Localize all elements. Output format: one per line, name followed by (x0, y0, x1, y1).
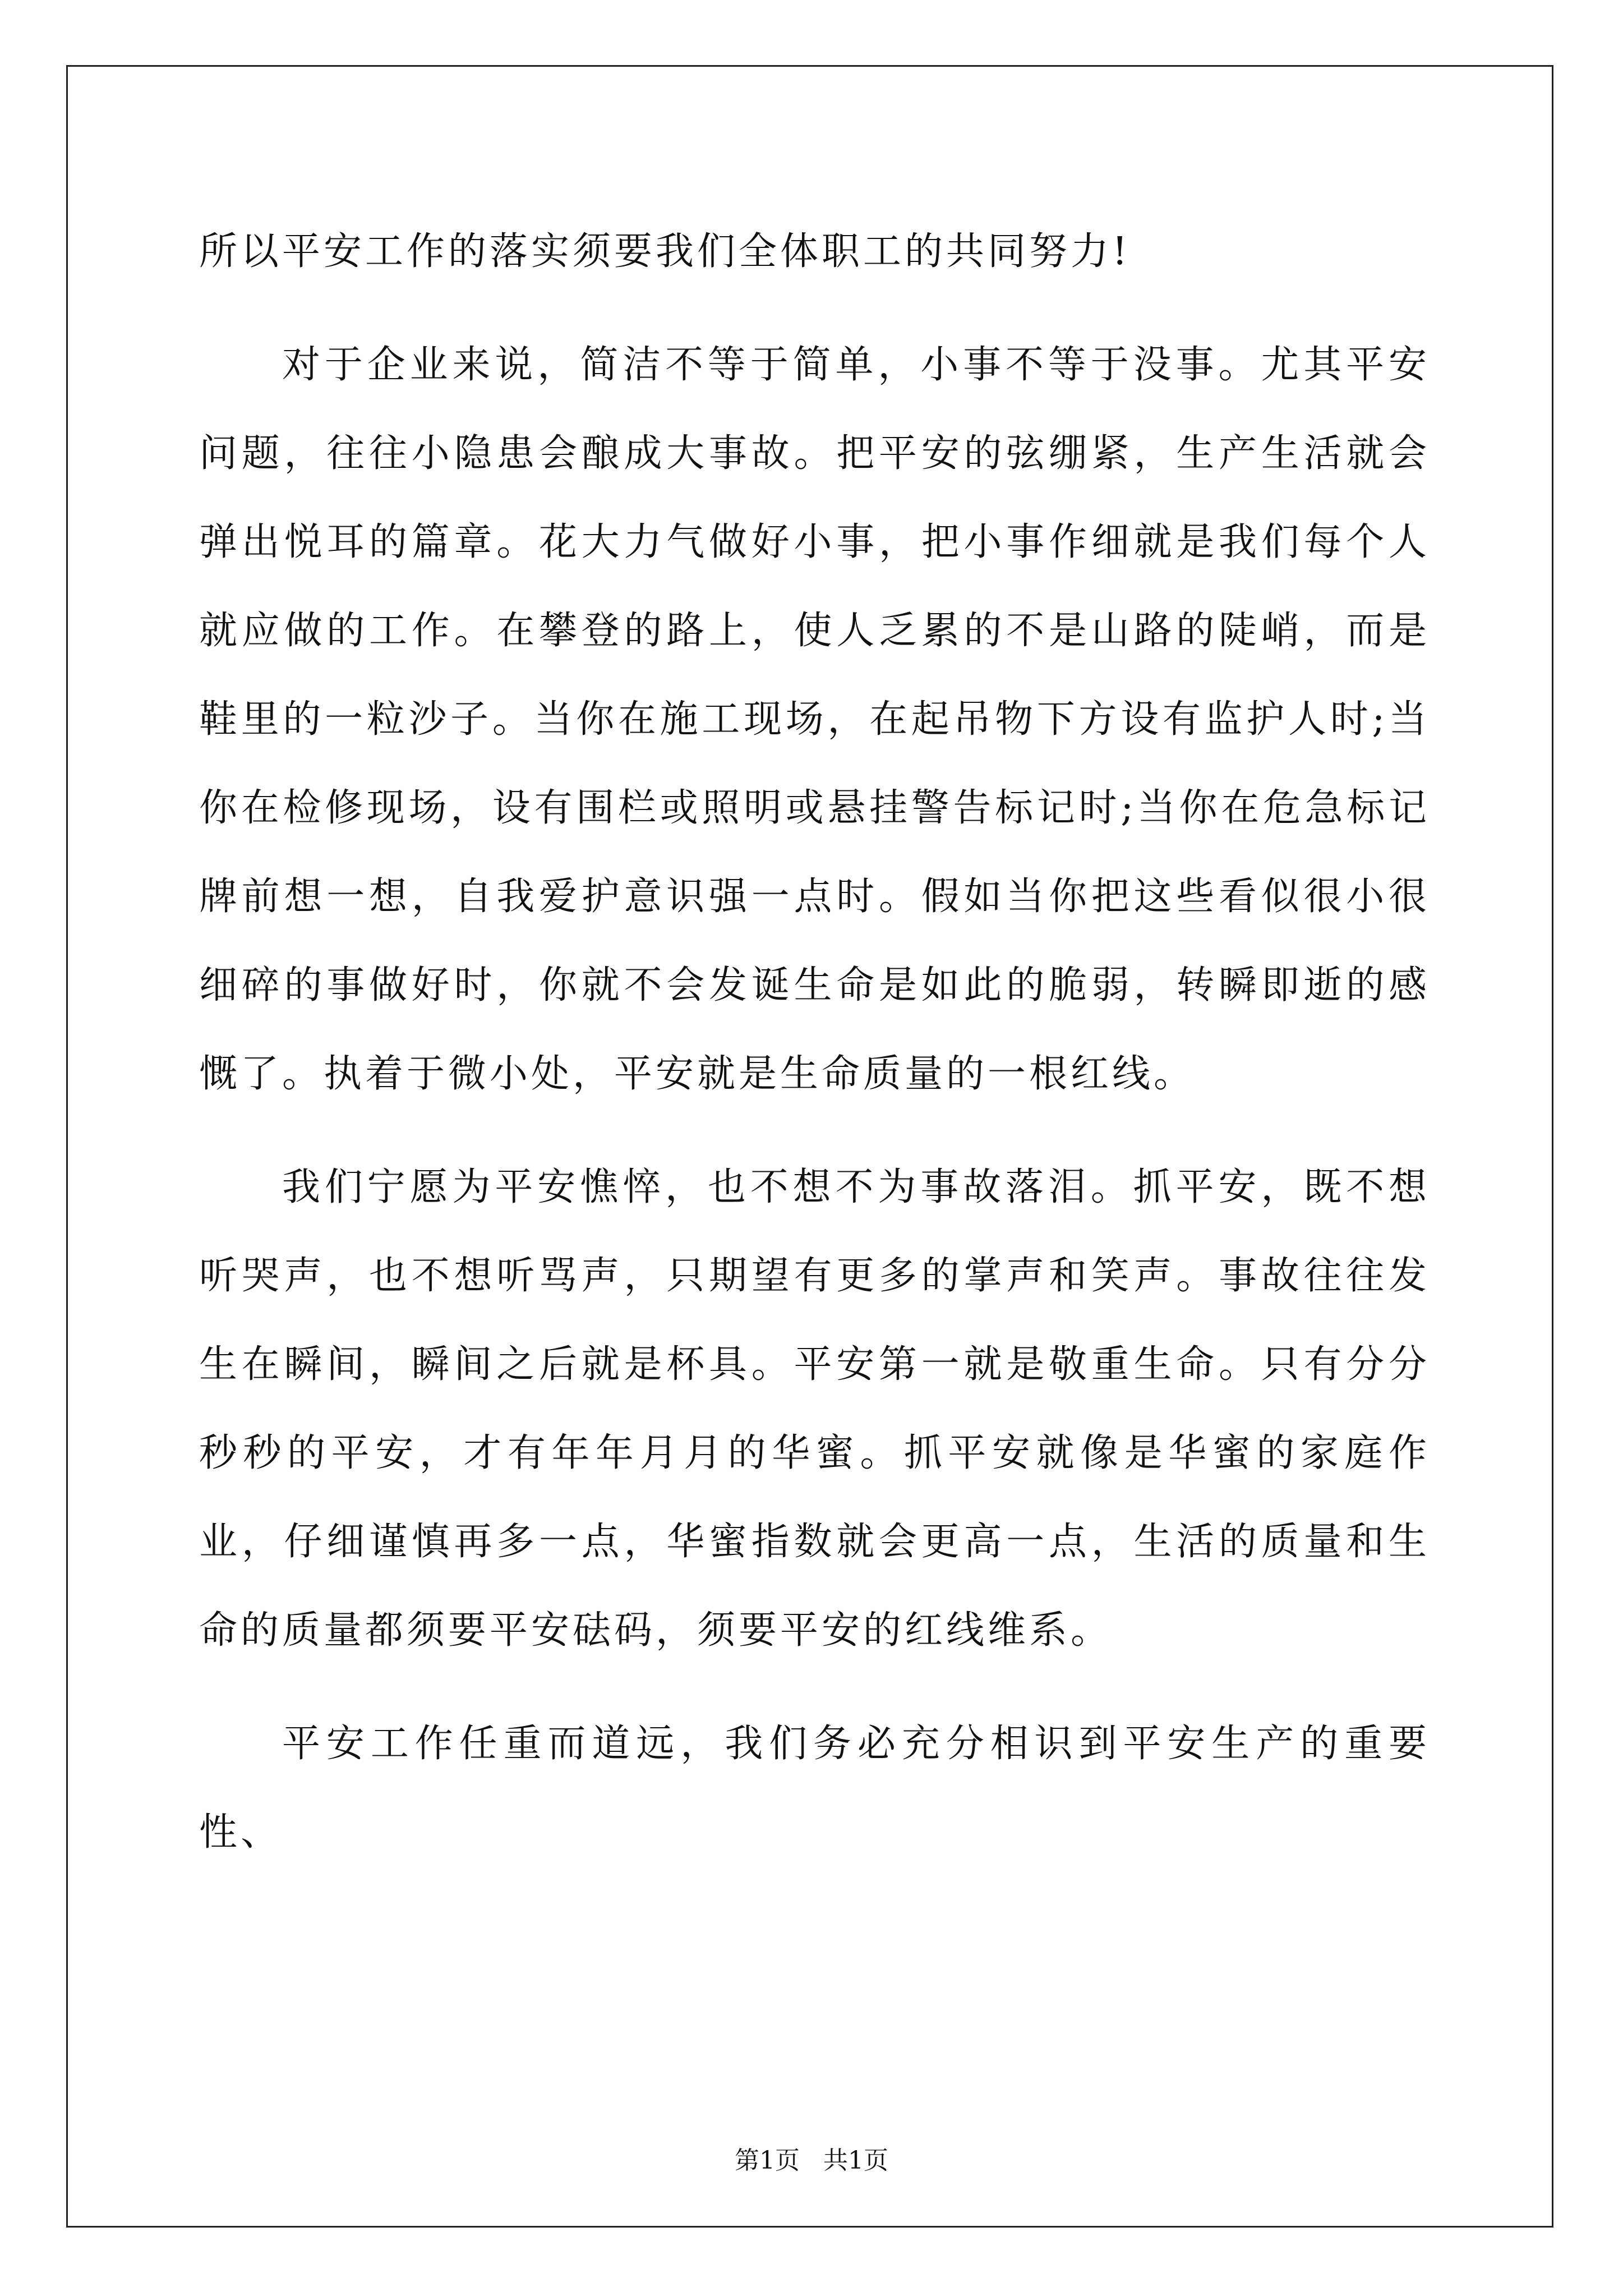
paragraph-3: 我们宁愿为平安憔悴，也不想不为事故落泪。抓平安，既不想听哭声，也不想听骂声，只期望有更多的掌声和笑声。事故往往发生在瞬间，瞬间之后就是杯具。平安第一就是敬重生命。只有分分秒秒的平安，才有年年月月的华蜜。抓平安就像是华蜜的家庭作业，仔细谨慎再多一点，华蜜指数就会更高一点，生活的质量和生命的质量都须要平安砝码，须要平安的红线维系。 (199, 1165, 1430, 1653)
paragraph-4: 平安工作任重而道远，我们务必充分相识到平安生产的重要性、 (199, 1722, 1430, 1855)
page-footer: 第1页 共1页 (735, 2146, 888, 2175)
document-body (199, 208, 1430, 1877)
paragraph-1: 所以平安工作的落实须要我们全体职工的共同努力! (199, 229, 1131, 274)
paragraph-2: 对于企业来说，简洁不等于简单，小事不等于没事。尤其平安问题，往往小隐患会酿成大事故。把平安的弦绷紧，生产生活就会弹出悦耳的篇章。花大力气做好小事，把小事作细就是我们每个人就应做的工作。在攀登的路上，使人乏累的不是山路的陡峭，而是鞋里的一粒沙子。当你在施工现场，在起吊物下方设有监护人时;当你在检修现场，设有围栏或照明或悬挂警告标记时;当你在危急标记牌前想一想，自我爱护意识强一点时。假如当你把这些看似很小很细碎的事做好时，你就不会发诞生命是如此的脆弱，转瞬即逝的感慨了。执着于微小处，平安就是生命质量的一根红线。 (199, 343, 1430, 1096)
